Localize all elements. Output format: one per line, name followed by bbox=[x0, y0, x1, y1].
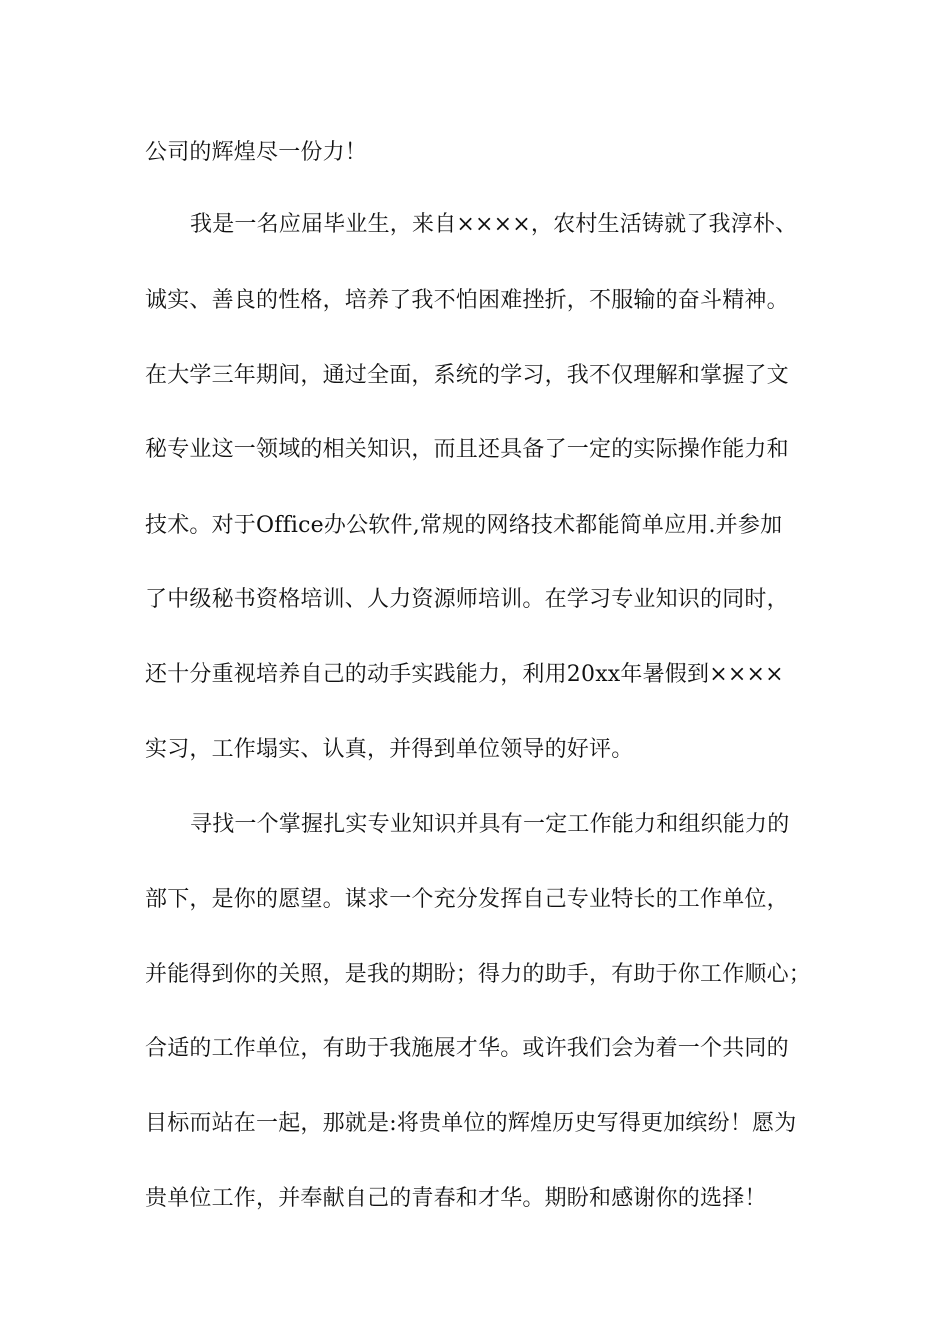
text-line: 部下，是你的愿望。谋求一个充分发挥自己专业特长的工作单位， bbox=[145, 887, 789, 912]
text-line: 贵单位工作，并奉献自己的青春和才华。期盼和感谢你的选择！ bbox=[145, 1186, 767, 1211]
text-line: 目标而站在一起，那就是:将贵单位的辉煌历史写得更加缤纷！愿为 bbox=[145, 1111, 797, 1136]
text-line: 合适的工作单位，有助于我施展才华。或许我们会为着一个共同的 bbox=[145, 1036, 789, 1061]
text-line: 公司的辉煌尽一份力！ bbox=[145, 140, 368, 165]
text-line: 诚实、善良的性格，培养了我不怕困难挫折，不服输的奋斗精神。 bbox=[145, 288, 789, 313]
text-line: 并能得到你的关照，是我的期盼；得力的助手，有助于你工作顺心； bbox=[145, 962, 812, 987]
paragraph-first-line: 寻找一个掌握扎实专业知识并具有一定工作能力和组织能力的 bbox=[190, 812, 790, 837]
text-line: 还十分重视培养自己的动手实践能力，利用20xx年暑假到×××× bbox=[145, 662, 784, 687]
text-line: 在大学三年期间，通过全面，系统的学习，我不仅理解和掌握了文 bbox=[145, 363, 789, 388]
text-line: 技术。对于Office办公软件,常规的网络技术都能简单应用.并参加 bbox=[145, 513, 783, 538]
text-line: 实习，工作塌实、认真，并得到单位领导的好评。 bbox=[145, 737, 634, 762]
text-line: 了中级秘书资格培训、人力资源师培训。在学习专业知识的同时， bbox=[145, 587, 789, 612]
text-line: 秘专业这一领域的相关知识，而且还具备了一定的实际操作能力和 bbox=[145, 437, 789, 462]
paragraph-first-line: 我是一名应届毕业生，来自××××，农村生活铸就了我淳朴、 bbox=[190, 212, 798, 237]
